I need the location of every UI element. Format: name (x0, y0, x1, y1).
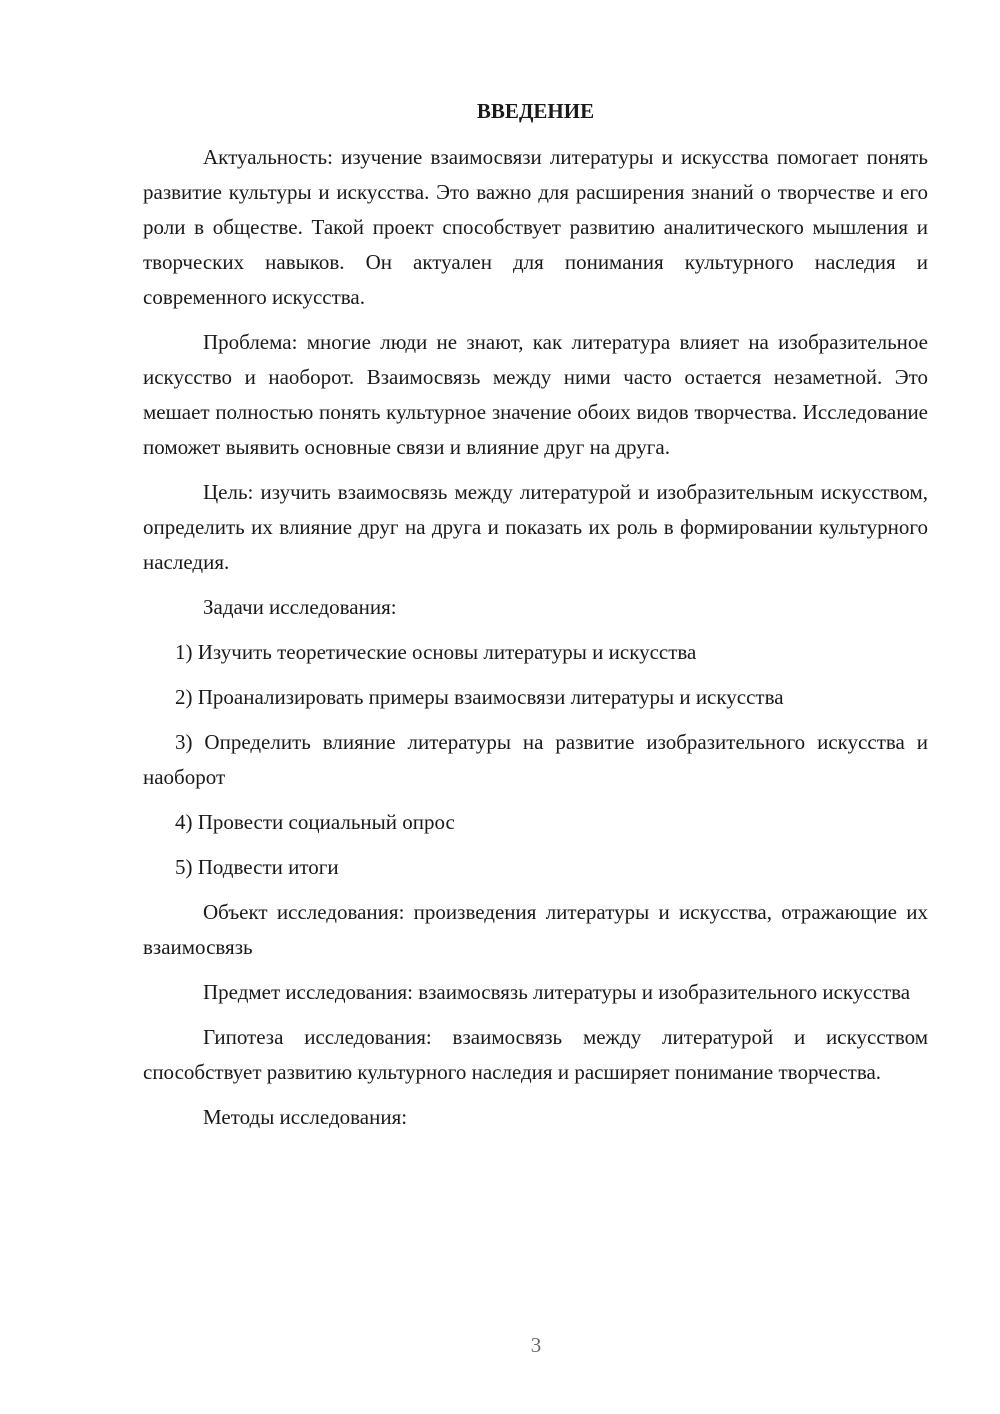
list-item: 1) Изучить теоретические основы литературы и искусства (175, 640, 697, 664)
list-item: 4) Провести социальный опрос (175, 810, 455, 834)
paragraph-goal: Цель: изучить взаимосвязь между литературой и изобразительным искусством, определить их влияние друг на друга и показать их роль в формировании культурного наследия. (143, 480, 928, 574)
paragraph-relevance: Актуальность: изучение взаимосвязи литературы и искусства помогает понять развитие культуры и искусства. Это важно для расширения знаний о творчестве и его роли в обществе. Такой проект способствует развитию аналитического мышления и творческих навыков. Он актуален для понимания культурного наследия и современного искусства. (143, 145, 928, 309)
document-page (143, 96, 928, 1145)
paragraph-problem: Проблема: многие люди не знают, как литература влияет на изобразительное искусство и наоборот. Взаимосвязь между ними часто остается незаметной. Это мешает полностью понять культурное значение обоих видов творчества. Исследование поможет выявить основные связи и влияние друг на друга. (143, 330, 928, 459)
tasks-heading: Задачи исследования: (203, 595, 397, 619)
list-item: 2) Проанализировать примеры взаимосвязи литературы и искусства (175, 685, 784, 709)
methods-heading: Методы исследования: (203, 1105, 408, 1129)
section-title: ВВЕДЕНИЕ (476, 99, 595, 123)
paragraph-subject: Предмет исследования: взаимосвязь литературы и изобразительного искусства (203, 980, 911, 1004)
page-number: 3 (530, 1333, 542, 1357)
list-item: 5) Подвести итоги (175, 855, 339, 879)
list-item: 3) Определить влияние литературы на развитие изобразительного искусства и наоборот (143, 730, 928, 789)
tasks-list (143, 635, 928, 885)
paragraph-hypothesis: Гипотеза исследования: взаимосвязь между литературой и искусством способствует развитию культурного наследия и расширяет понимание творчества. (143, 1025, 928, 1084)
paragraph-object: Объект исследования: произведения литературы и искусства, отражающие их взаимосвязь (143, 900, 928, 959)
